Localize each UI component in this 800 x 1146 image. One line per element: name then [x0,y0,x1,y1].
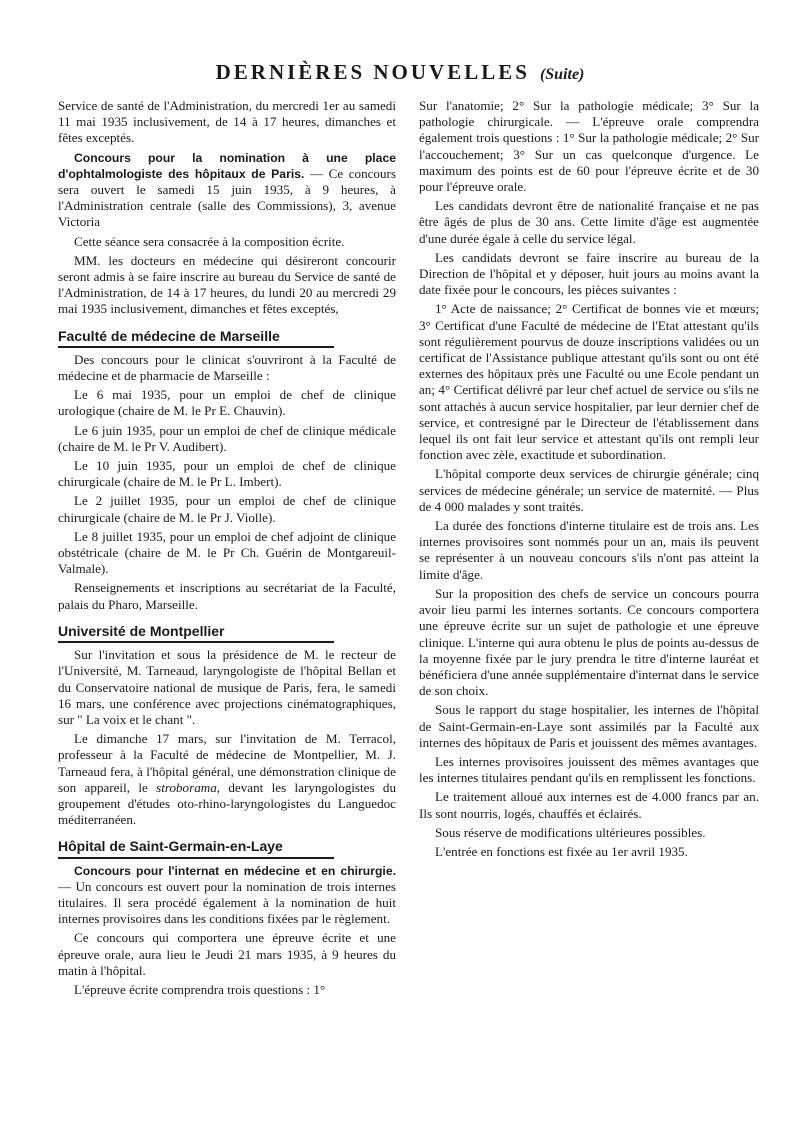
paragraph-text: Le dimanche 17 mars, sur l'invitation de M. Terracol, professeur à la Faculté de médecine de Montpellier, M. J. Tarneaud fera, à l'hôpital général, une démonstration clinique de son appareil, le [58,731,396,795]
paragraph: Les internes provisoires jouissent des mêmes avantages que les internes titulaires pendant qu'ils en remplissent les fonctions. [419,753,759,786]
ophtalmo-heading: Concours pour la nomination à une place d'ophtalmologiste des hôpitaux de Paris. [58,150,396,181]
section-heading-montpellier: Université de Montpellier [58,623,396,641]
page-header [0,60,800,85]
paragraph: Le traitement alloué aux internes est de 4.000 francs par an. Ils sont nourris, logés, chauffés et éclairés. [419,789,759,821]
paragraph: Le 10 juin 1935, pour un emploi de chef de clinique chirurgicale (chaire de M. le Pr L. Imbert). [58,458,396,490]
paragraph: Renseignements et inscriptions au secrétariat de la Faculté, palais du Pharo, Marseille. [58,580,396,612]
left-column [58,98,396,1001]
paragraph: Service de santé de l'Administration, du mercredi 1er au samedi 11 mai 1935 inclusivement, de 14 à 17 heures, dimanches et fêtes exceptés. [58,98,396,146]
paragraph: Sur la proposition des chefs de service un concours pourra avoir lieu parmi les internes sortants. Ce concours comportera une épreuve écrite sur un sujet de pathologie et une épreuve clinique. L'interne qui aura obtenu le plus de points au-dessus de la moyenne fixée par le jury prendra le titre d'interne lauréat et bénéficiera d'une année supplémentaire d'internat dans le service de son choix. [419,585,759,699]
paragraph: La durée des fonctions d'interne titulaire est de trois ans. Les internes provisoires sont nommés pour un an, mais ils peuvent se représenter à un nouveau concours s'ils n'ont pas atteint la limite d'âge. [419,518,759,582]
paragraph: L'entrée en fonctions est fixée au 1er avril 1935. [435,843,688,859]
paragraph: Les candidats devront se faire inscrire au bureau de la Direction de l'hôpital et y déposer, huit jours au moins avant la date fixée pour le concours, les pièces suivantes : [419,249,759,298]
section-heading-saint-germain: Hôpital de Saint-Germain-en-Laye [58,838,396,856]
paragraph-text: — Ce concours sera ouvert le samedi 15 juin 1935, à 9 heures, à l'Administration centrale (salle des Commissions), 3, avenue Victoria [58,165,396,230]
paragraph: L'hôpital comporte deux services de chirurgie générale; cinq services de médecine générale; un service de maternité. — Plus de 4 000 malades y sont traités. [419,466,759,514]
paragraph: Sur l'invitation et sous la présidence de M. le recteur de l'Université, M. Tarneaud, laryngologiste de l'hôpital Bellan et du Conservatoire national de musique de Paris, fera, le samedi 16 mars, une conférence avec projections cinématographiques, sur " La voix et le chant ". [58,647,396,727]
paragraph: Des concours pour le clinicat s'ouvriront à la Faculté de médecine et de pharmacie de Marseille : [58,351,396,384]
paragraph: Ce concours qui comportera une épreuve écrite et une épreuve orale, aura lieu le Jeudi 21 mars 1935, à 9 heures du matin à l'hôpital. [58,930,396,978]
paragraph: Sur l'anatomie; 2° Sur la pathologie médicale; 3° Sur la pathologie chirurgicale. — L'épreuve orale comprendra également trois questions : 1° Sur la pathologie médicale; 2° Sur l'accouchement; 3° Sur un cas quelconque d'urgence. Le maximum des points est de 60 pour l'épreuve écrite et de 30 pour l'épreuve orale. [419,98,759,195]
section-heading-marseille: Faculté de médecine de Marseille [58,328,396,346]
header-suite: (Suite) [539,66,585,83]
paragraph: Les candidats devront être de nationalité française et ne pas être âgés de plus de 30 ans. Cette limite d'âge est augmentée d'une durée égale à celle du service légal. [419,198,759,246]
internat-heading: Concours pour l'internat en médecine et en chirurgie. [74,863,396,878]
paragraph [58,863,396,928]
paragraph: Le 6 juin 1935, pour un emploi de chef de clinique médicale (chaire de M. le Pr V. Audibert). [58,422,396,454]
paragraph: MM. les docteurs en médecine qui désireront concourir seront admis à se faire inscrire au bureau du Service de santé de l'Administration, de 14 à 17 heures, du lundi 20 au mercredi 29 mai 1935 inclusivement, dimanches et fêtes exceptés, [58,252,396,317]
paragraph: Le 2 juillet 1935, pour un emploi de chef de clinique chirurgicale (chaire de M. le Pr J. Violle). [58,493,396,525]
paragraph: 1° Acte de naissance; 2° Certificat de bonnes vie et mœurs; 3° Certificat d'une Faculté de médecine de l'Etat attestant qu'ils sont régulièrement pourvus de douze inscriptions validées ou un certificat de l'Assistance publique attestant qu'ils sont ou ont été externes des hôpitaux près une Faculté ou une Ecole pendant un an; 4° Certificat délivré par leur chef actuel de service ou s'ils ne sont attachés à aucun service hospitalier, par leur dernier chef de service, et contresigné par le Directeur de l'établissement dans lequel ils ont fait leur service et attestant qu'ils ont rempli leur fonction avec zèle, exactitude et subordination. [419,301,759,463]
paragraph: L'épreuve écrite comprendra trois questions : 1° [74,981,326,997]
paragraph [58,150,396,231]
paragraph: Le 8 juillet 1935, pour un emploi de chef adjoint de clinique obstétricale (chaire de M. le Pr Ch. Guérin de Montgareuil-Valmale). [58,528,396,577]
header-title: DERNIÈRES NOUVELLES [215,60,530,84]
paragraph-text: , devant les laryngologistes du groupement d'études oto-rhino-laryngologistes du Languedoc méditerranéen. [58,779,396,828]
paragraph: Cette séance sera consacrée à la composition écrite. [74,233,345,249]
paragraph-text: — Un concours est ouvert pour la nomination de trois internes titulaires. Il sera procédé également à la nomination de huit internes provisoires dans les conditions fixées par le règlement. [58,878,396,927]
right-column [419,98,759,863]
paragraph: Sous réserve de modifications ultérieures possibles. [435,824,706,840]
paragraph: Le 6 mai 1935, pour un emploi de chef de clinique urologique (chaire de M. le Pr E. Chauvin). [58,387,396,419]
stroborama-term: stroborama [156,779,217,795]
paragraph [58,731,396,828]
paragraph: Sous le rapport du stage hospitalier, les internes de l'hôpital de Saint-Germain-en-Laye sont assimilés par la Faculté aux internes des hôpitaux de Paris et jouissent des mêmes avantages. [419,702,759,750]
